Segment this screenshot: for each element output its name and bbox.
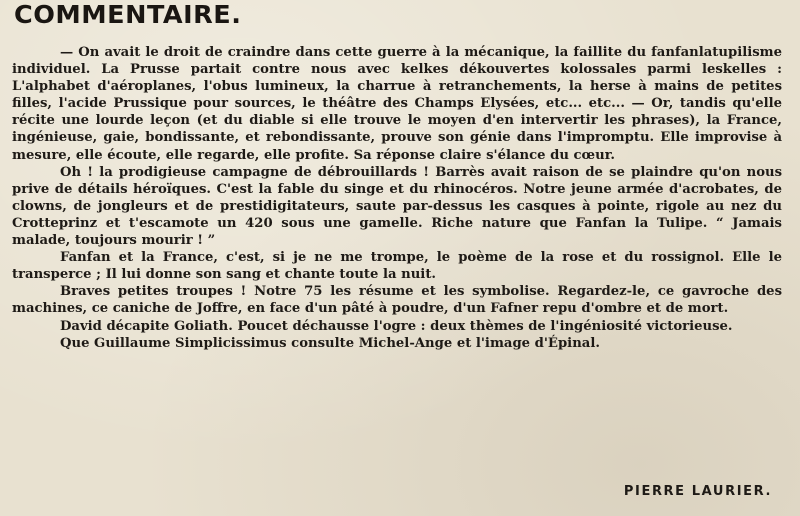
paragraph-3: Fanfan et la France, c'est, si je ne me trompe, le poème de la rose et du rossignol. Elle le transperce ; Il lui donne son sang et chante toute la nuit. — [12, 250, 782, 283]
paragraph-5: David décapite Goliath. Poucet déchausse l'ogre : deux thèmes de l'ingéniosité victorieuse. — [60, 318, 733, 334]
paragraph-1: — On avait le droit de craindre dans cette guerre à la mécanique, la faillite du fanfanlatupilisme individuel. La Prusse partait contre nous avec kelkes dékouvertes kolossales parmi leskelles : L'alphabet d'aéroplanes, l'obus lumineux, la charrue à retranchements, la herse à mains de petites filles, l'acide Prussique pour sources, le théâtre des Champs Elysées, etc... etc... — Or, tandis qu'elle récite une lourde leçon (et du diable si elle trouve le moyen d'en intervertir les phrases), la France, ingénieuse, gaie, bondissante, et rebondissante, prouve son génie dans l'impromptu. Elle improvise à mesure, elle écoute, elle regarde, elle profite. Sa réponse claire s'élance du cœur. — [12, 45, 782, 163]
author-signature: PIERRE LAURIER. — [623, 484, 772, 499]
article-body — [12, 44, 782, 352]
paragraph-6: Que Guillaume Simplicissimus consulte Michel-Ange et l'image d'Épinal. — [60, 335, 600, 351]
article-title: COMMENTAIRE. — [14, 0, 242, 29]
paragraph-2: Oh ! la prodigieuse campagne de débrouillards ! Barrès avait raison de se plaindre qu'on nous prive de détails héroïques. C'est la fable du singe et du rhinocéros. Notre jeune armée d'acrobates, de clowns, de jongleurs et de prestidigitateurs, saute par-dessus les casques à pointe, rigole au nez du Crotteprinz et t'escamote un 420 sous une gamelle. Riche nature que Fanfan la Tulipe. “ Jamais malade, toujours mourir ! ” — [12, 164, 782, 249]
paragraph-4: Braves petites troupes ! Notre 75 les résume et les symbolise. Regardez-le, ce gavroche des machines, ce caniche de Joffre, en face d'un pâté à poudre, d'un Fafner repu d'ombre et de mort. — [12, 284, 782, 317]
